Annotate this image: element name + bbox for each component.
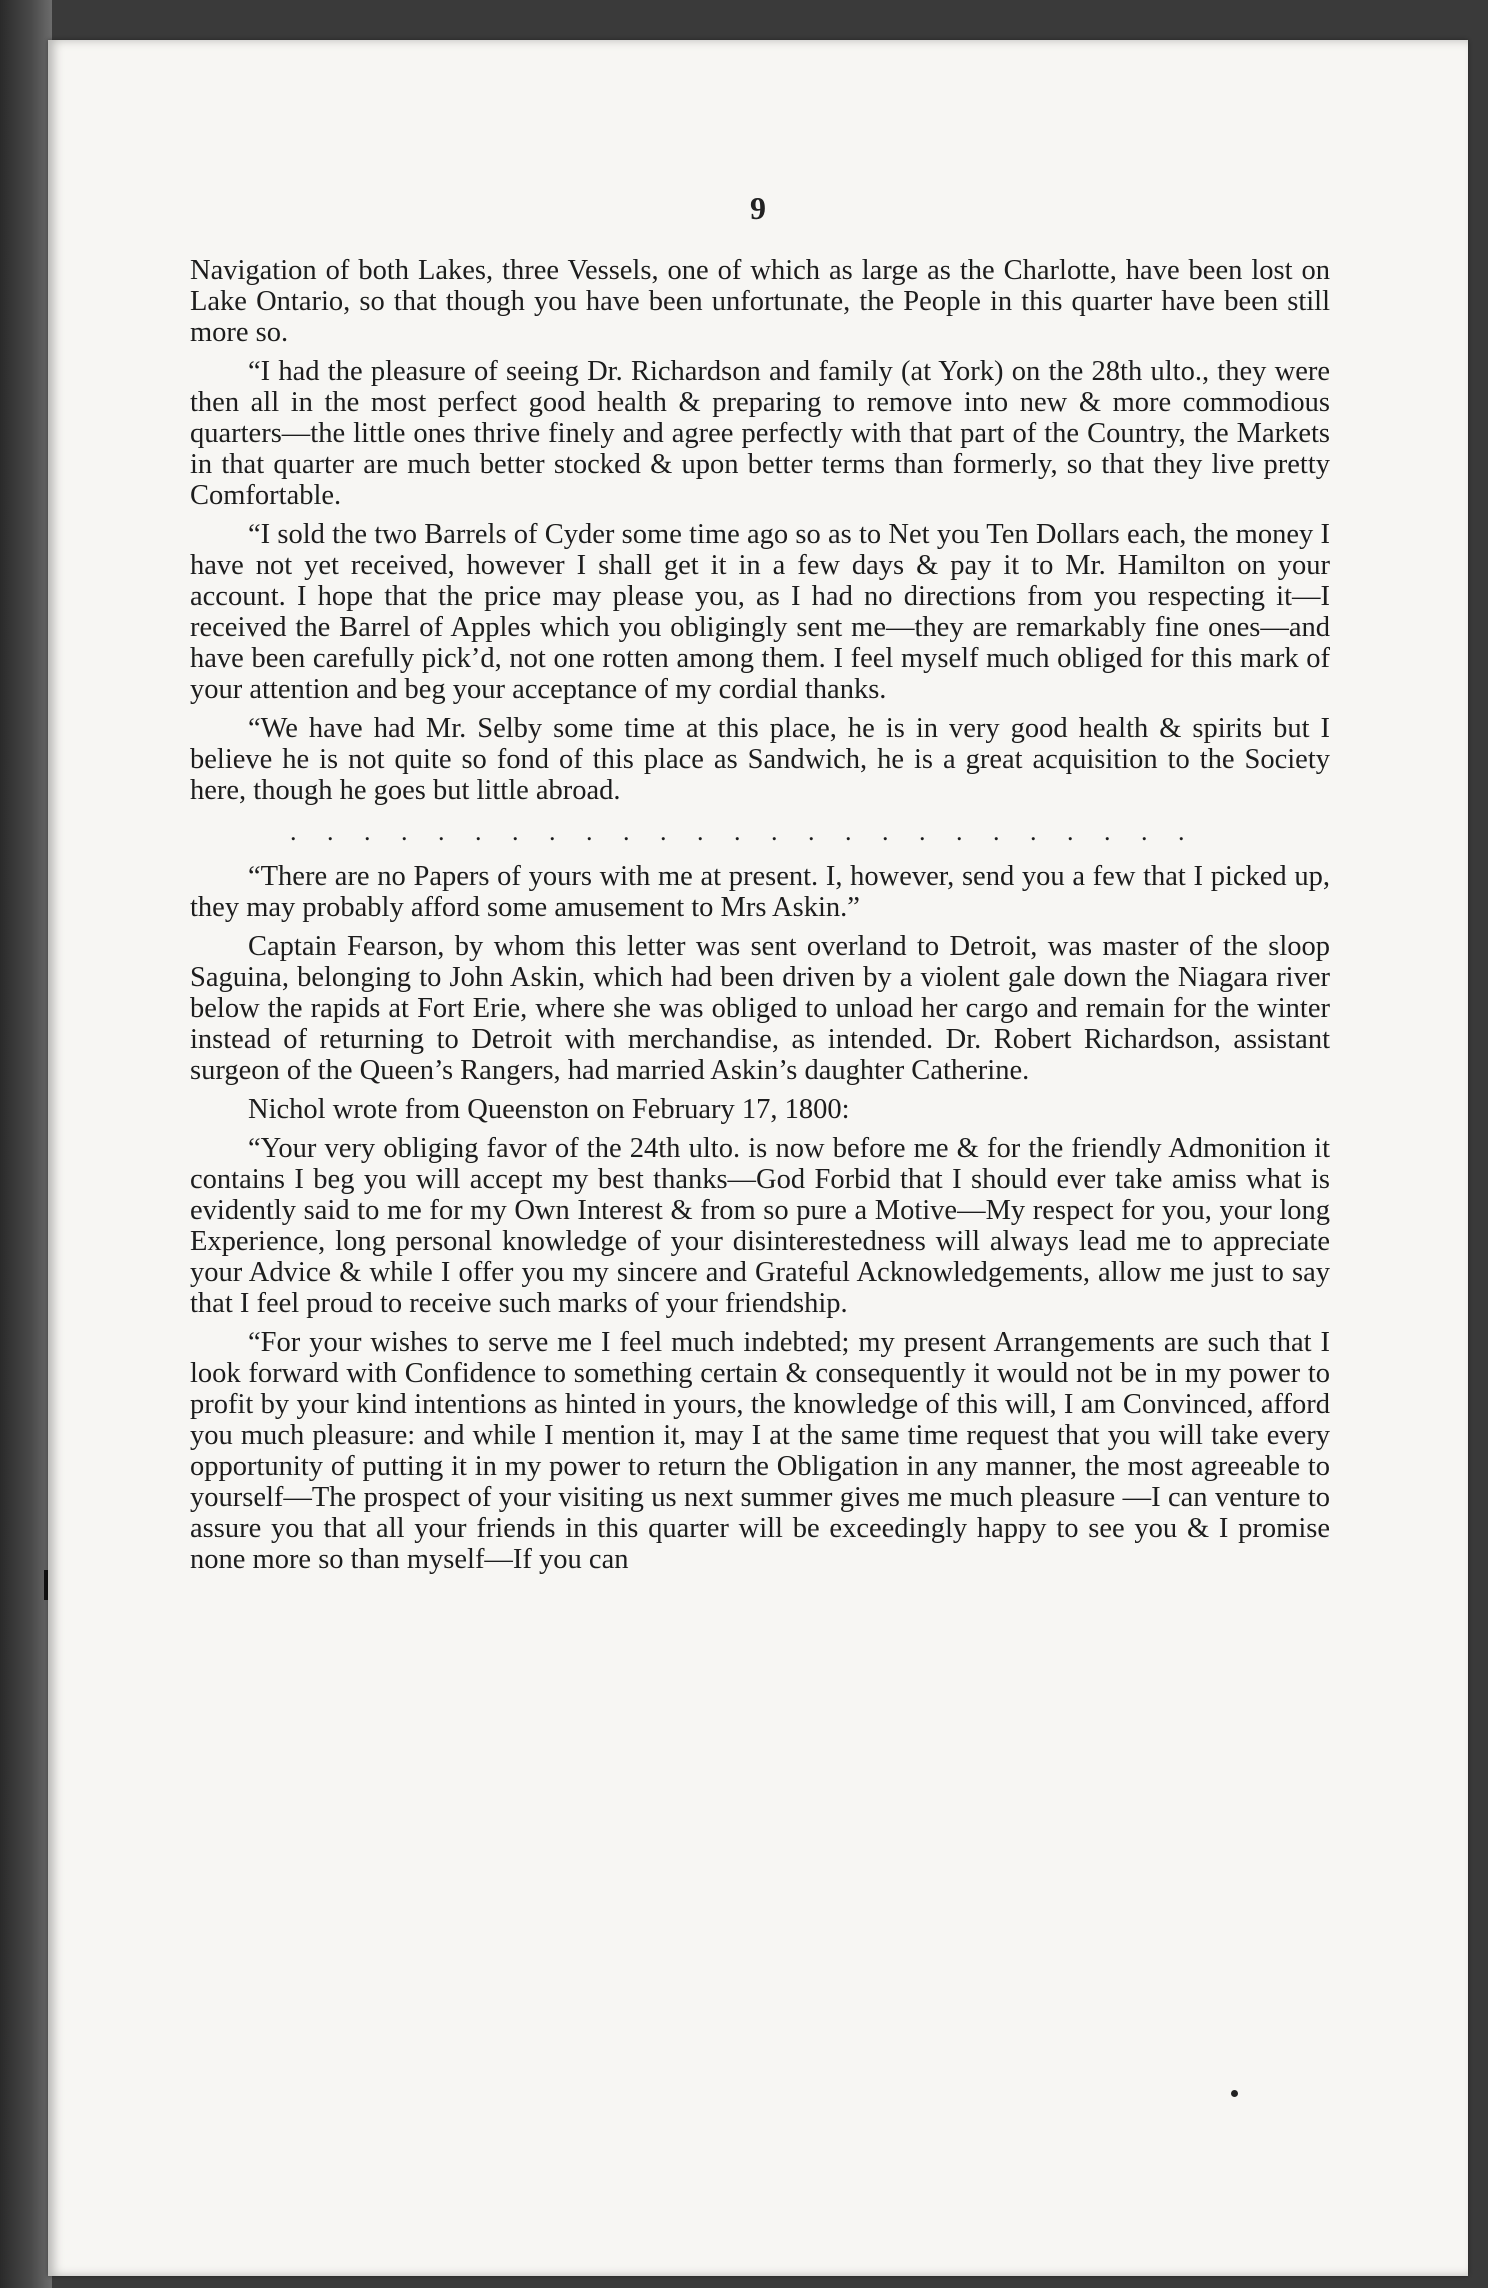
paragraph: Captain Fearson, by whom this letter was sent overland to Detroit, was master of the sloop Saguina, belonging to John Askin, which had been driven by a violent gale down the Niagara river below the rapids at Fort Erie, where she was obliged to unload her cargo and remain for the winter instead of returning to Detroit with merchandise, as intended. Dr. Robert Richardson, assistant surgeon of the Queen’s Rangers, had married Askin’s daughter Catherine. — [190, 931, 1330, 1086]
paragraph: “I had the pleasure of seeing Dr. Richardson and family (at York) on the 28th ulto., they were then all in the most perfect good health & preparing to remove into new & more commodious quarters—the little ones thrive finely and agree perfectly with that part of the Country, the Markets in that quarter are much better stocked & upon better terms than formerly, so that they live pretty Comfortable. — [190, 356, 1330, 511]
paragraph: Navigation of both Lakes, three Vessels, one of which as large as the Charlotte, have been lost on Lake Ontario, so that though you have been unfortunate, the People in this quarter have been still more so. — [190, 255, 1330, 348]
book-page — [48, 40, 1468, 2276]
paragraph: “For your wishes to serve me I feel much indebted; my present Arrangements are such that I look forward with Confidence to something certain & consequently it would not be in my power to profit by your kind intentions as hinted in yours, the knowledge of this will, I am Convinced, afford you much pleasure: and while I mention it, may I at the same time request that you will take every opportunity of putting it in my power to return the Obligation in any manner, the most agreeable to yourself—The prospect of your visiting us next summer gives me much pleasure —I can venture to assure you that all your friends in this quarter will be exceedingly happy to see you & I promise none more so than myself—If you can — [190, 1327, 1330, 1575]
book-spine-edge — [0, 0, 52, 2288]
paragraph: “We have had Mr. Selby some time at this place, he is in very good health & spirits but I believe he is not quite so fond of this place as Sandwich, he is a great acquisition to the Society here, though he goes but little abroad. — [190, 713, 1330, 806]
paragraph: “There are no Papers of yours with me at present. I, however, send you a few that I picked up, they may probably afford some amusement to Mrs Askin.” — [190, 861, 1330, 923]
page-number: 9 — [750, 190, 766, 226]
paragraph: “Your very obliging favor of the 24th ulto. is now before me & for the friendly Admonition it contains I beg you will accept my best thanks—God Forbid that I should ever take amiss what is evidently said to me for my Own Interest & from so pure a Motive—My respect for you, your long Experience, long personal knowledge of your disinterestedness will always lead me to appreciate your Advice & while I offer you my sincere and Grateful Acknowledgements, allow me just to say that I feel proud to receive such marks of your friendship. — [190, 1133, 1330, 1319]
paragraph: Nichol wrote from Queenston on February 17, 1800: — [248, 1094, 850, 1125]
omission-ellipsis: . . . . . . . . . . . . . . . . . . . . . . . . . — [290, 817, 1197, 846]
stray-mark — [1231, 2090, 1238, 2097]
page-body — [190, 255, 1330, 1583]
paragraph: “I sold the two Barrels of Cyder some time ago so as to Net you Ten Dollars each, the money I have not yet received, however I shall get it in a few days & pay it to Mr. Hamilton on your account. I hope that the price may please you, as I had no directions from you respecting it—I received the Barrel of Apples which you obligingly sent me—they are remarkably fine ones—and have been carefully pick’d, not one rotten among them. I feel myself much obliged for this mark of your attention and beg your acceptance of my cordial thanks. — [190, 519, 1330, 705]
